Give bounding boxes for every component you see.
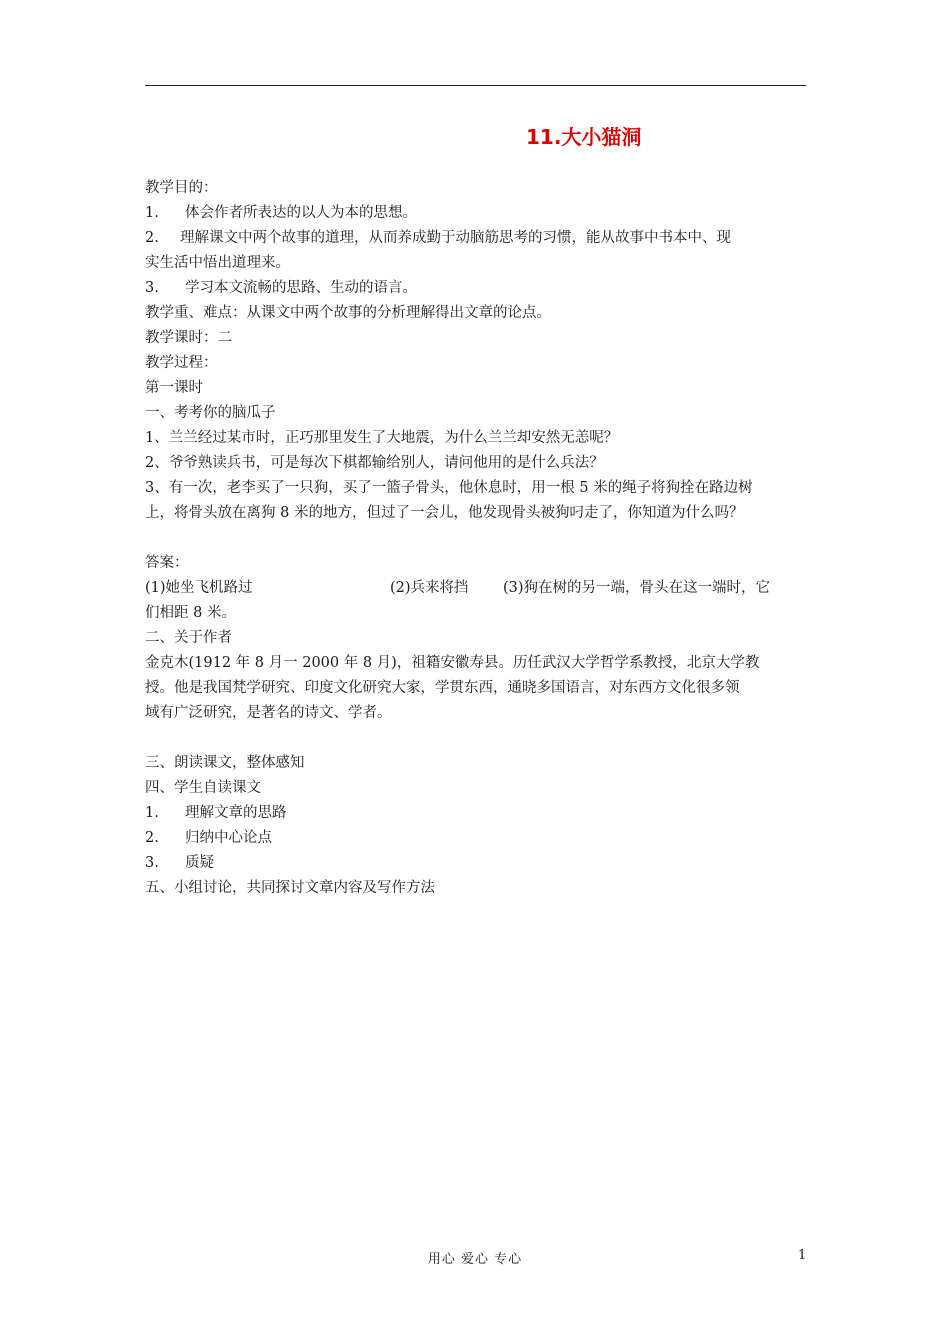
page-title: 11.大小猫洞 [526, 125, 642, 149]
section-2-heading: 二、关于作者 [145, 630, 232, 646]
footer-motto: 用心 爱心 专心 [427, 1252, 523, 1267]
section-5-heading: 五、小组讨论，共同探讨文章内容及写作方法 [145, 880, 435, 896]
section-4-heading: 四、学生自读课文 [145, 780, 261, 796]
question-1: 1、兰兰经过某市时，正巧那里发生了大地震，为什么兰兰却安然无恙呢？ [145, 430, 619, 446]
objectives-heading: 教学目的： [145, 180, 218, 196]
question-2: 2、爷爷熟读兵书，可是每次下棋都输给别人，请问他用的是什么兵法？ [145, 455, 604, 471]
objective-item-3 [145, 276, 807, 301]
objective-item-3-number: 3. [145, 280, 159, 296]
author-paragraph-line-3: 域有广泛研究，是著名的诗文、学者。 [145, 705, 392, 721]
author-paragraph-line-1: 金克木(1912 年 8 月一 2000 年 8 月)，祖籍安徽寿县。历任武汉大学哲学系教授，北京大学教 [145, 655, 760, 671]
objective-item-3-text: 学习本文流畅的思路、生动的语言。 [185, 280, 417, 296]
author-paragraph-line-2: 授。他是我国梵学研究、印度文化研究大家，学贯东西，通晓多国语言，对东西方文化很多领 [145, 680, 740, 696]
header-rule [145, 85, 806, 86]
reading-item-3-text: 质疑 [185, 855, 214, 871]
objective-item-1-text: 体会作者所表达的以人为本的思想。 [185, 205, 417, 221]
blank-line [145, 726, 807, 751]
objective-item-1-number: 1. [145, 205, 159, 221]
answer-1: (1)她坐飞机路过 [145, 580, 253, 596]
section-1-heading: 一、考考你的脑瓜子 [145, 405, 276, 421]
reading-item-2-number: 2. [145, 830, 159, 846]
reading-item-3-number: 3. [145, 855, 159, 871]
page-number: 1 [798, 1248, 807, 1263]
answer-3-continued: 们相距 8 米。 [145, 605, 236, 621]
reading-item-1 [145, 801, 807, 826]
answer-3: (3)狗在树的另一端，骨头在这一端时，它 [503, 580, 771, 596]
teaching-hours: 教学课时：二 [145, 330, 232, 346]
objective-item-2-text: 理解课文中两个故事的道理，从而养成勤于动脑筋思考的习惯，能从故事中书本中、现 [180, 230, 731, 246]
answers-heading: 答案： [145, 555, 189, 571]
reading-item-2-text: 归纳中心论点 [185, 830, 272, 846]
question-3-continued: 上，将骨头放在离狗 8 米的地方，但过了一会儿，他发现骨头被狗叼走了，你知道为什么吗？ [145, 505, 744, 521]
answers-row [145, 576, 807, 601]
key-points: 教学重、难点：从课文中两个故事的分析理解得出文章的论点。 [145, 305, 551, 321]
objective-item-1 [145, 201, 807, 226]
reading-item-1-text: 理解文章的思路 [185, 805, 287, 821]
reading-item-3 [145, 851, 807, 876]
objective-item-2-number: 2. [145, 230, 159, 246]
lesson-1-heading: 第一课时 [145, 380, 203, 396]
section-3-heading: 三、朗读课文，整体感知 [145, 755, 305, 771]
objective-item-2-continued: 实生活中悟出道理来。 [145, 255, 290, 271]
reading-item-2 [145, 826, 807, 851]
document-body [145, 176, 807, 901]
answer-2: (2)兵来将挡 [390, 580, 469, 596]
teaching-process: 教学过程： [145, 355, 218, 371]
reading-item-1-number: 1. [145, 805, 159, 821]
objective-item-2 [145, 226, 807, 251]
question-3: 3、有一次，老李买了一只狗，买了一篮子骨头，他休息时，用一根 5 米的绳子将狗拴在路边树 [145, 480, 753, 496]
blank-line [145, 526, 807, 551]
